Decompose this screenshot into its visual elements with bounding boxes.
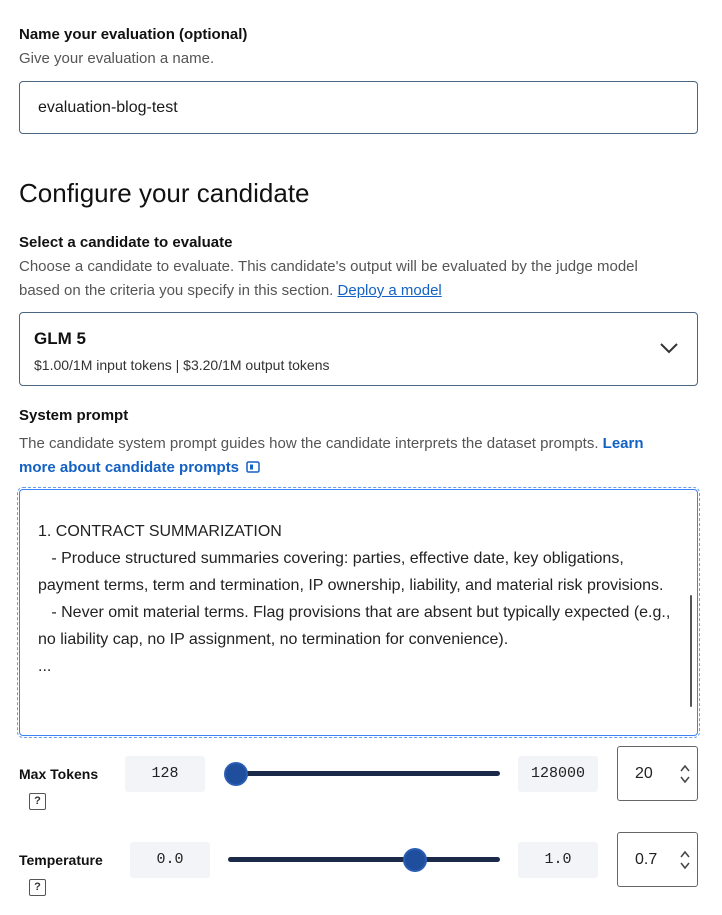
stepper-arrows-icon[interactable]	[679, 849, 691, 871]
max-tokens-help-icon[interactable]: ?	[29, 793, 46, 810]
candidate-select-label: Select a candidate to evaluate	[19, 234, 233, 251]
temperature-max: 1.0	[518, 842, 598, 878]
selected-model-name: GLM 5	[34, 329, 86, 348]
temperature-label: Temperature	[19, 852, 103, 868]
candidate-helper-line1: Choose a candidate to evaluate. This candidate's output will be evaluated by the judge model	[19, 258, 638, 275]
system-prompt-textarea[interactable]	[19, 489, 698, 736]
max-tokens-max: 128000	[518, 756, 598, 792]
chevron-down-icon	[659, 341, 679, 355]
system-prompt-label: System prompt	[19, 407, 129, 424]
deploy-model-link[interactable]: Deploy a model	[337, 282, 442, 299]
max-tokens-min: 128	[125, 756, 205, 792]
max-tokens-label: Max Tokens	[19, 766, 99, 782]
learn-more-link-part1[interactable]: Learn	[602, 435, 644, 452]
section-title: Configure your candidate	[19, 178, 310, 208]
prompt-scrollbar[interactable]	[690, 595, 692, 707]
max-tokens-value: 20	[635, 765, 653, 782]
temperature-value: 0.7	[635, 851, 658, 868]
system-prompt-helper-line1: The candidate system prompt guides how the candidate interprets the dataset prompts.	[19, 435, 599, 452]
temperature-thumb[interactable]	[405, 850, 425, 870]
temperature-track[interactable]	[228, 857, 500, 862]
external-link-icon	[246, 461, 260, 473]
name-helper: Give your evaluation a name.	[19, 50, 215, 67]
name-label: Name your evaluation (optional)	[19, 26, 248, 43]
temperature-min: 0.0	[130, 842, 210, 878]
stepper-arrows-icon[interactable]	[679, 763, 691, 785]
candidate-select[interactable]	[19, 312, 698, 386]
max-tokens-stepper[interactable]	[617, 746, 698, 801]
system-prompt-helper	[19, 432, 709, 480]
max-tokens-thumb[interactable]	[226, 764, 246, 784]
selected-model-pricing: $1.00/1M input tokens | $3.20/1M output tokens	[34, 357, 330, 373]
temperature-stepper[interactable]	[617, 832, 698, 887]
candidate-helper	[19, 255, 709, 303]
max-tokens-track[interactable]	[228, 771, 500, 776]
temperature-help-icon[interactable]: ?	[29, 879, 46, 896]
system-prompt-text: 1. CONTRACT SUMMARIZATION - Produce structured summaries covering: parties, effective date, key obligations, payment terms, term and termination, IP ownership, liability, and material risk provisions. - Never omit material terms. Flag provisions that are absent but typically expected (e.g., no liability cap, no IP assignment, no termination for convenience). ...	[38, 523, 671, 675]
candidate-helper-line2: based on the criteria you specify in this section.	[19, 282, 334, 299]
evaluation-name-input[interactable]	[19, 81, 698, 134]
learn-more-link-part2[interactable]: more about candidate prompts	[19, 459, 240, 476]
